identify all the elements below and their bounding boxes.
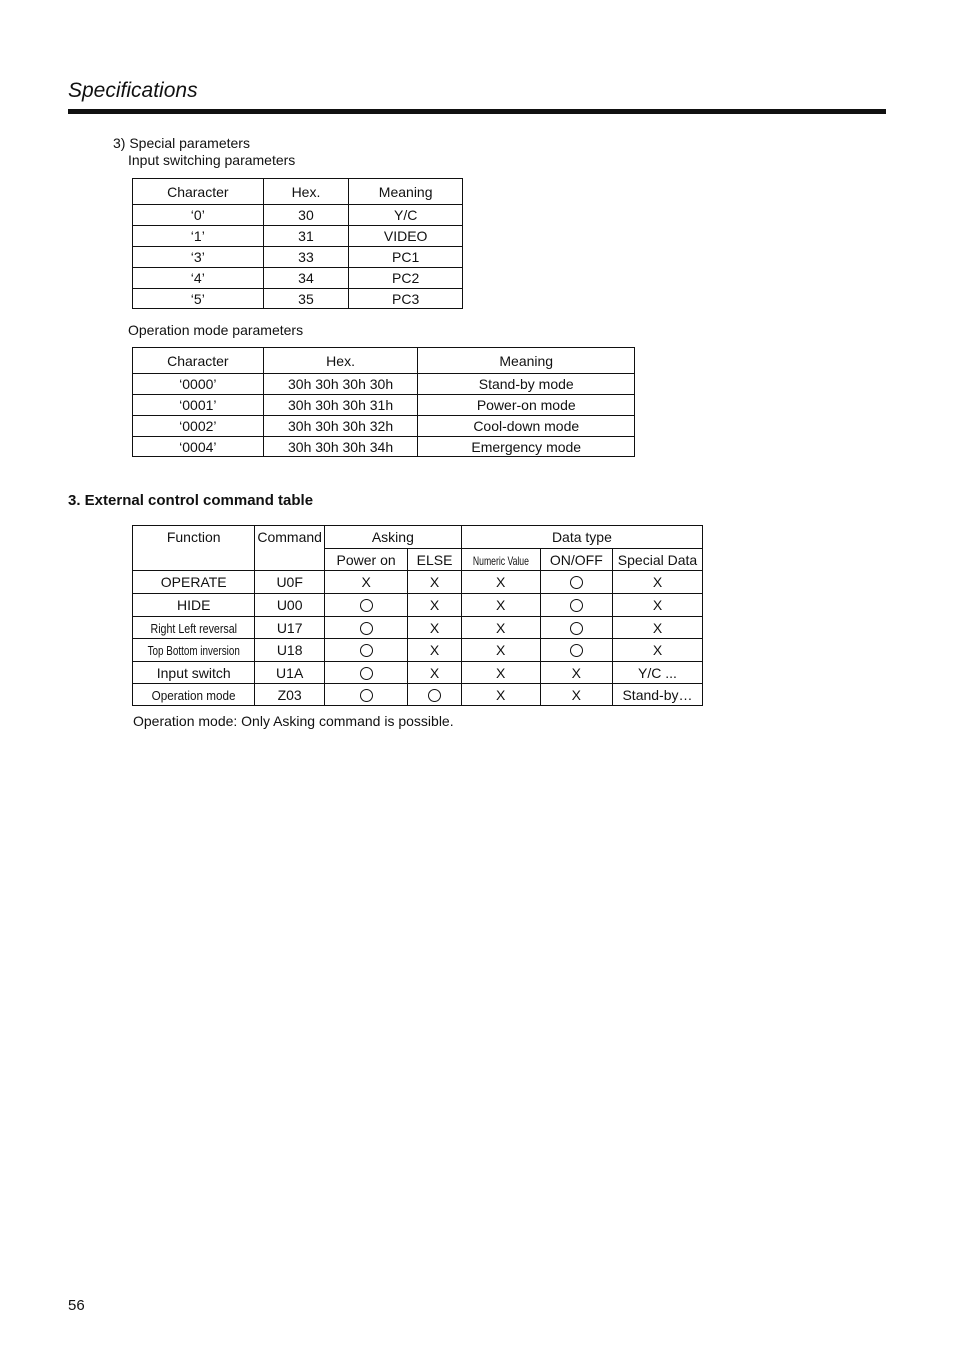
table-row xyxy=(133,684,703,706)
on-off-cell xyxy=(540,594,612,617)
column-header: Character xyxy=(133,348,264,374)
table-cell: 30h 30h 30h 32h xyxy=(263,416,418,437)
table-row xyxy=(133,639,703,662)
circle-icon xyxy=(570,622,583,635)
function-cell: OPERATE xyxy=(133,571,255,594)
power-on-cell xyxy=(324,617,407,639)
on-off-cell xyxy=(540,571,612,594)
table-header-row xyxy=(133,526,703,549)
table-cell: 30h 30h 30h 34h xyxy=(263,437,418,457)
else-cell: X xyxy=(408,594,462,617)
column-header: ON/OFF xyxy=(540,549,612,571)
column-header: ELSE xyxy=(408,549,462,571)
table-cell: ‘0001’ xyxy=(133,395,264,416)
table-note: Operation mode: Only Asking command is possible. xyxy=(133,713,454,729)
function-label: Right Left reversal xyxy=(150,620,237,636)
column-header: Hex. xyxy=(263,179,349,205)
column-header: Meaning xyxy=(418,348,635,374)
table-cell: ‘4’ xyxy=(133,268,264,289)
table-cell: 33 xyxy=(263,247,349,268)
operation-mode-caption: Operation mode parameters xyxy=(128,322,304,338)
circle-icon xyxy=(570,644,583,657)
command-cell: U17 xyxy=(255,617,325,639)
command-cell: U00 xyxy=(255,594,325,617)
section-heading: 3. External control command table xyxy=(68,492,314,509)
power-on-cell xyxy=(324,639,407,662)
table-cell: ‘0000’ xyxy=(133,374,264,395)
function-cell xyxy=(133,684,255,706)
function-label: Top Bottom inversion xyxy=(147,643,240,658)
table-cell: PC1 xyxy=(349,247,463,268)
table-row xyxy=(133,571,703,594)
circle-icon xyxy=(360,644,373,657)
column-header: Data type xyxy=(461,526,702,549)
table-cell: ‘0’ xyxy=(133,205,264,226)
column-header: Asking xyxy=(324,526,461,549)
power-on-cell xyxy=(324,594,407,617)
special-cell: X xyxy=(613,594,703,617)
table-cell: Cool-down mode xyxy=(418,416,635,437)
table-cell: ‘0002’ xyxy=(133,416,264,437)
table-cell: Emergency mode xyxy=(418,437,635,457)
table-cell: ‘0004’ xyxy=(133,437,264,457)
command-table xyxy=(132,525,703,706)
table-row xyxy=(133,289,463,309)
power-on-cell xyxy=(324,684,407,706)
circle-icon xyxy=(360,622,373,635)
special-cell: X xyxy=(613,571,703,594)
column-header xyxy=(461,549,540,571)
command-cell: U0F xyxy=(255,571,325,594)
table-cell: 30h 30h 30h 30h xyxy=(263,374,418,395)
page-header-title: Specifications xyxy=(68,79,198,102)
circle-icon xyxy=(360,599,373,612)
else-cell xyxy=(408,684,462,706)
table-row xyxy=(133,205,463,226)
operation-mode-table xyxy=(132,347,635,457)
circle-icon xyxy=(570,599,583,612)
numeric-cell: X xyxy=(461,662,540,684)
table-cell: 31 xyxy=(263,226,349,247)
else-cell: X xyxy=(408,639,462,662)
table-cell: 30 xyxy=(263,205,349,226)
table-cell: Stand-by mode xyxy=(418,374,635,395)
special-cell: X xyxy=(613,639,703,662)
table-cell: ‘5’ xyxy=(133,289,264,309)
function-cell xyxy=(133,639,255,662)
function-label: Operation mode xyxy=(151,687,236,703)
special-cell: X xyxy=(613,617,703,639)
table-row xyxy=(133,416,635,437)
table-cell: Y/C xyxy=(349,205,463,226)
function-cell: HIDE xyxy=(133,594,255,617)
on-off-cell xyxy=(540,617,612,639)
special-cell: Y/C ... xyxy=(613,662,703,684)
numeric-cell: X xyxy=(461,594,540,617)
table-cell: 35 xyxy=(263,289,349,309)
table-row xyxy=(133,617,703,639)
table-row xyxy=(133,247,463,268)
power-on-cell xyxy=(324,662,407,684)
else-cell: X xyxy=(408,617,462,639)
command-cell: U1A xyxy=(255,662,325,684)
circle-icon xyxy=(570,576,583,589)
column-header: Character xyxy=(133,179,264,205)
numeric-cell: X xyxy=(461,639,540,662)
function-cell xyxy=(133,617,255,639)
table-row xyxy=(133,226,463,247)
table-cell: ‘1’ xyxy=(133,226,264,247)
table-row xyxy=(133,268,463,289)
column-header: Function xyxy=(133,526,255,571)
column-header: Hex. xyxy=(263,348,418,374)
command-cell: Z03 xyxy=(255,684,325,706)
table-row xyxy=(133,437,635,457)
table-row xyxy=(133,374,635,395)
column-header: Power on xyxy=(324,549,407,571)
circle-icon xyxy=(428,689,441,702)
numeric-cell: X xyxy=(461,684,540,706)
on-off-cell: X xyxy=(540,684,612,706)
table-cell: PC2 xyxy=(349,268,463,289)
table-header-row xyxy=(133,179,463,205)
numeric-cell: X xyxy=(461,617,540,639)
column-header: Command xyxy=(255,526,325,571)
page-number: 56 xyxy=(68,1297,85,1314)
function-cell: Input switch xyxy=(133,662,255,684)
table-row xyxy=(133,594,703,617)
table-cell: VIDEO xyxy=(349,226,463,247)
power-on-cell: X xyxy=(324,571,407,594)
table-cell: 34 xyxy=(263,268,349,289)
table-header-row xyxy=(133,348,635,374)
column-header: Special Data xyxy=(613,549,703,571)
input-switching-table xyxy=(132,178,463,309)
on-off-cell xyxy=(540,639,612,662)
else-cell: X xyxy=(408,571,462,594)
table-cell: Power-on mode xyxy=(418,395,635,416)
table-cell: 30h 30h 30h 31h xyxy=(263,395,418,416)
circle-icon xyxy=(360,667,373,680)
header-rule xyxy=(68,109,886,114)
on-off-cell: X xyxy=(540,662,612,684)
numeric-cell: X xyxy=(461,571,540,594)
special-parameters-heading: 3) Special parameters xyxy=(113,135,250,151)
command-cell: U18 xyxy=(255,639,325,662)
input-switching-caption: Input switching parameters xyxy=(128,152,296,168)
table-cell: ‘3’ xyxy=(133,247,264,268)
numeric-value-header: Numeric Value xyxy=(472,553,529,568)
special-cell: Stand-by… xyxy=(613,684,703,706)
table-row xyxy=(133,395,635,416)
column-header: Meaning xyxy=(349,179,463,205)
else-cell: X xyxy=(408,662,462,684)
circle-icon xyxy=(360,689,373,702)
table-cell: PC3 xyxy=(349,289,463,309)
table-row xyxy=(133,662,703,684)
